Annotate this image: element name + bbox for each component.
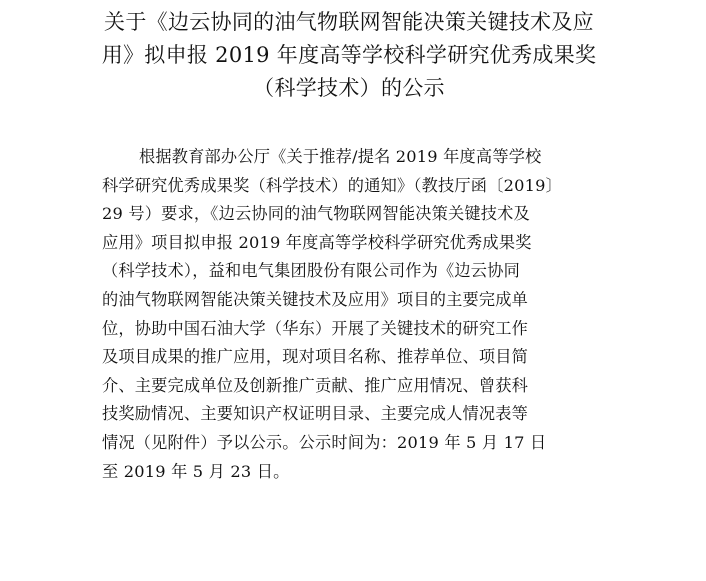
body-line-3: 29 号）要求，《边云协同的油气物联网智能决策关键技术及 [102,204,530,224]
body-line-12: 至 2019 年 5 月 23 日。 [102,461,290,481]
body-line-8: 及项目成果的推广应用，现对项目名称、推荐单位、项目简 [102,347,529,367]
body-line-9: 介、主要完成单位及创新推广贡献、推广应用情况、曾获科 [102,375,529,395]
body-line-1: 根据教育部办公厅《关于推荐/提名 2019 年度高等学校 [139,147,542,166]
body-line-5: （科学技术），益和电气集团股份有限公司作为《边云协同 [102,261,520,281]
document-title [100,6,598,105]
announcement-paragraph [102,143,602,486]
body-line-7: 位，协助中国石油大学（华东）开展了关键技术的研究工作 [102,318,529,338]
body-line-10: 技奖励情况、主要知识产权证明目录、主要完成人情况表等 [102,404,529,424]
body-line-6: 的油气物联网智能决策关键技术及应用》项目的主要完成单 [102,289,529,309]
title-line-1: 关于《边云协同的油气物联网智能决策关键技术及应 [104,10,594,34]
body-line-2: 科学研究优秀成果奖（科学技术）的通知》（教技厅函〔2019〕 [102,175,562,195]
body-line-4: 应用》项目拟申报 2019 年度高等学校科学研究优秀成果奖 [102,232,532,252]
title-line-3: （科学技术）的公示 [253,76,445,100]
body-line-11: 情况（见附件）予以公示。公示时间为：2019 年 5 月 17 日 [102,432,547,452]
title-line-2: 用》拟申报 2019 年度高等学校科学研究优秀成果奖 [101,43,597,67]
